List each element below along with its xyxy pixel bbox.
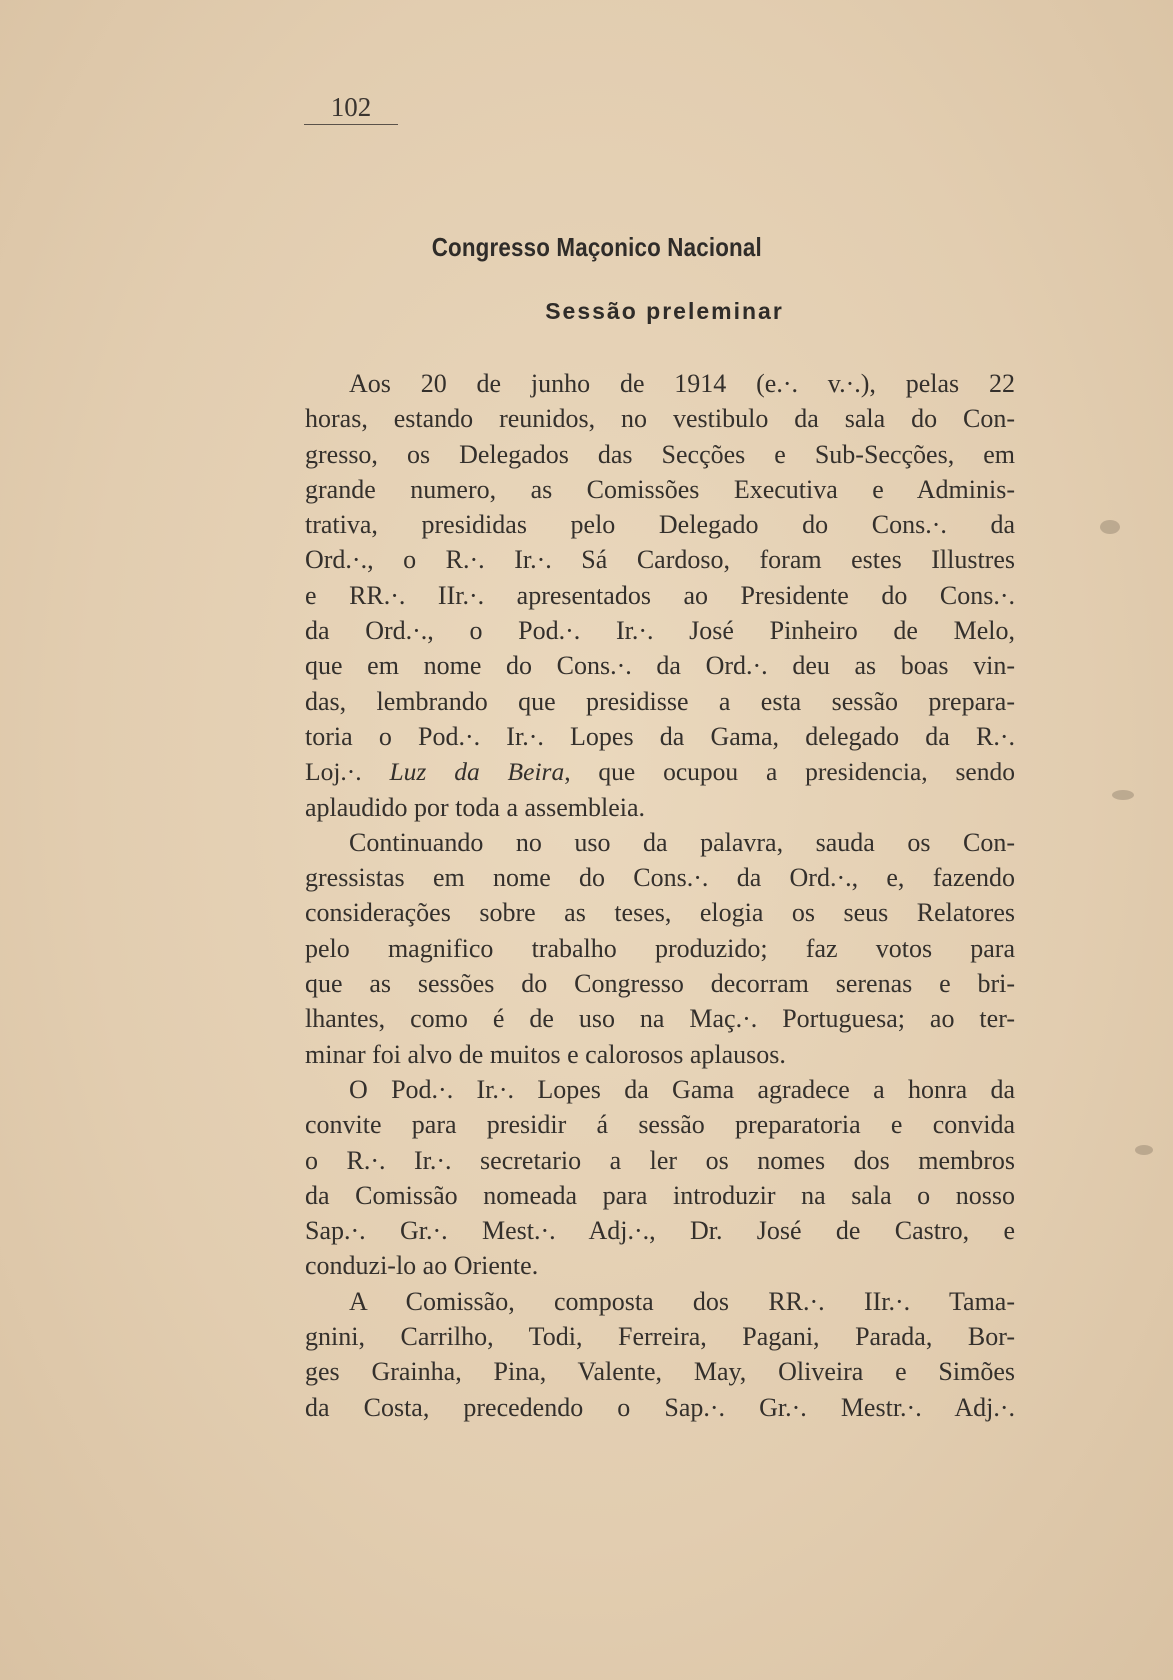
text-line: minar foi alvo de muitos e calorosos aplausos. xyxy=(305,1039,786,1069)
text-line: da Costa, precedendo o Sap.·. Gr.·. Mestr.·. Adj.·. xyxy=(305,1392,1015,1422)
text-line: Continuando no uso da palavra, sauda os Con- xyxy=(349,827,1015,857)
ink-blot xyxy=(1112,790,1134,800)
text-line: grande numero, as Comissões Executiva e Adminis- xyxy=(305,474,1015,504)
text-line: da Comissão nomeada para introduzir na sala o nosso xyxy=(305,1180,1015,1210)
text-line: Sap.·. Gr.·. Mest.·. Adj.·., Dr. José de Castro, e xyxy=(305,1216,1015,1246)
body-text xyxy=(305,366,1015,1425)
text-line: Ord.·., o R.·. Ir.·. Sá Cardoso, foram estes Illustres xyxy=(305,545,1015,575)
text-line: que em nome do Cons.·. da Ord.·. deu as boas vin- xyxy=(305,651,1015,681)
text-line: Aos 20 de junho de 1914 (e.·. v.·.), pelas 22 xyxy=(349,369,1015,398)
text-line: pelo magnifico trabalho produzido; faz votos para xyxy=(305,933,1015,963)
ink-blot xyxy=(1135,1145,1153,1155)
text-line: gresso, os Delegados das Secções e Sub-Secções, em xyxy=(305,439,1015,469)
text-line: das, lembrando que presidisse a esta sessão prepara- xyxy=(305,686,1015,716)
text-line: trativa, presididas pelo Delegado do Cons.·. da xyxy=(305,510,1015,540)
text-line-part: , que ocupou a presidencia, sendo xyxy=(564,757,1015,787)
ink-blot xyxy=(1100,520,1120,534)
text-line: ges Grainha, Pina, Valente, May, Oliveira e Simões xyxy=(305,1357,1015,1387)
text-line: que as sessões do Congresso decorram serenas e bri- xyxy=(305,969,1015,999)
text-line: gressistas em nome do Cons.·. da Ord.·., e, fazendo xyxy=(305,863,1015,893)
page-number: 102 xyxy=(304,92,398,125)
text-line: aplaudido por toda a assembleia. xyxy=(305,792,646,822)
page-title: Congresso Maçonico Nacional xyxy=(431,232,762,262)
section-subtitle: Sessão preleminar xyxy=(545,298,784,324)
text-line: toria o Pod.·. Ir.·. Lopes da Gama, delegado da R.·. xyxy=(305,721,1015,751)
text-line: lhantes, como é de uso na Maç.·. Portuguesa; ao ter- xyxy=(305,1004,1015,1034)
text-line xyxy=(305,754,1015,789)
text-line: conduzi-lo ao Oriente. xyxy=(305,1251,539,1281)
text-line: A Comissão, composta dos RR.·. IIr.·. Tama- xyxy=(349,1286,1015,1316)
text-line: o R.·. Ir.·. secretario a ler os nomes dos membros xyxy=(305,1145,1015,1175)
text-line: gnini, Carrilho, Todi, Ferreira, Pagani, Parada, Bor- xyxy=(305,1322,1015,1352)
text-line: O Pod.·. Ir.·. Lopes da Gama agradece a honra da xyxy=(349,1074,1015,1104)
lodge-name: Luz da Beira xyxy=(389,757,565,787)
text-line: e RR.·. IIr.·. apresentados ao Presidente do Cons.·. xyxy=(305,580,1015,610)
text-line-part: Loj.·. xyxy=(305,757,390,787)
text-line: horas, estando reunidos, no vestibulo da sala do Con- xyxy=(305,404,1015,434)
text-line: considerações sobre as teses, elogia os seus Relatores xyxy=(305,898,1015,928)
text-line: convite para presidir á sessão preparatoria e convida xyxy=(305,1110,1015,1140)
text-line: da Ord.·., o Pod.·. Ir.·. José Pinheiro de Melo, xyxy=(305,616,1015,646)
